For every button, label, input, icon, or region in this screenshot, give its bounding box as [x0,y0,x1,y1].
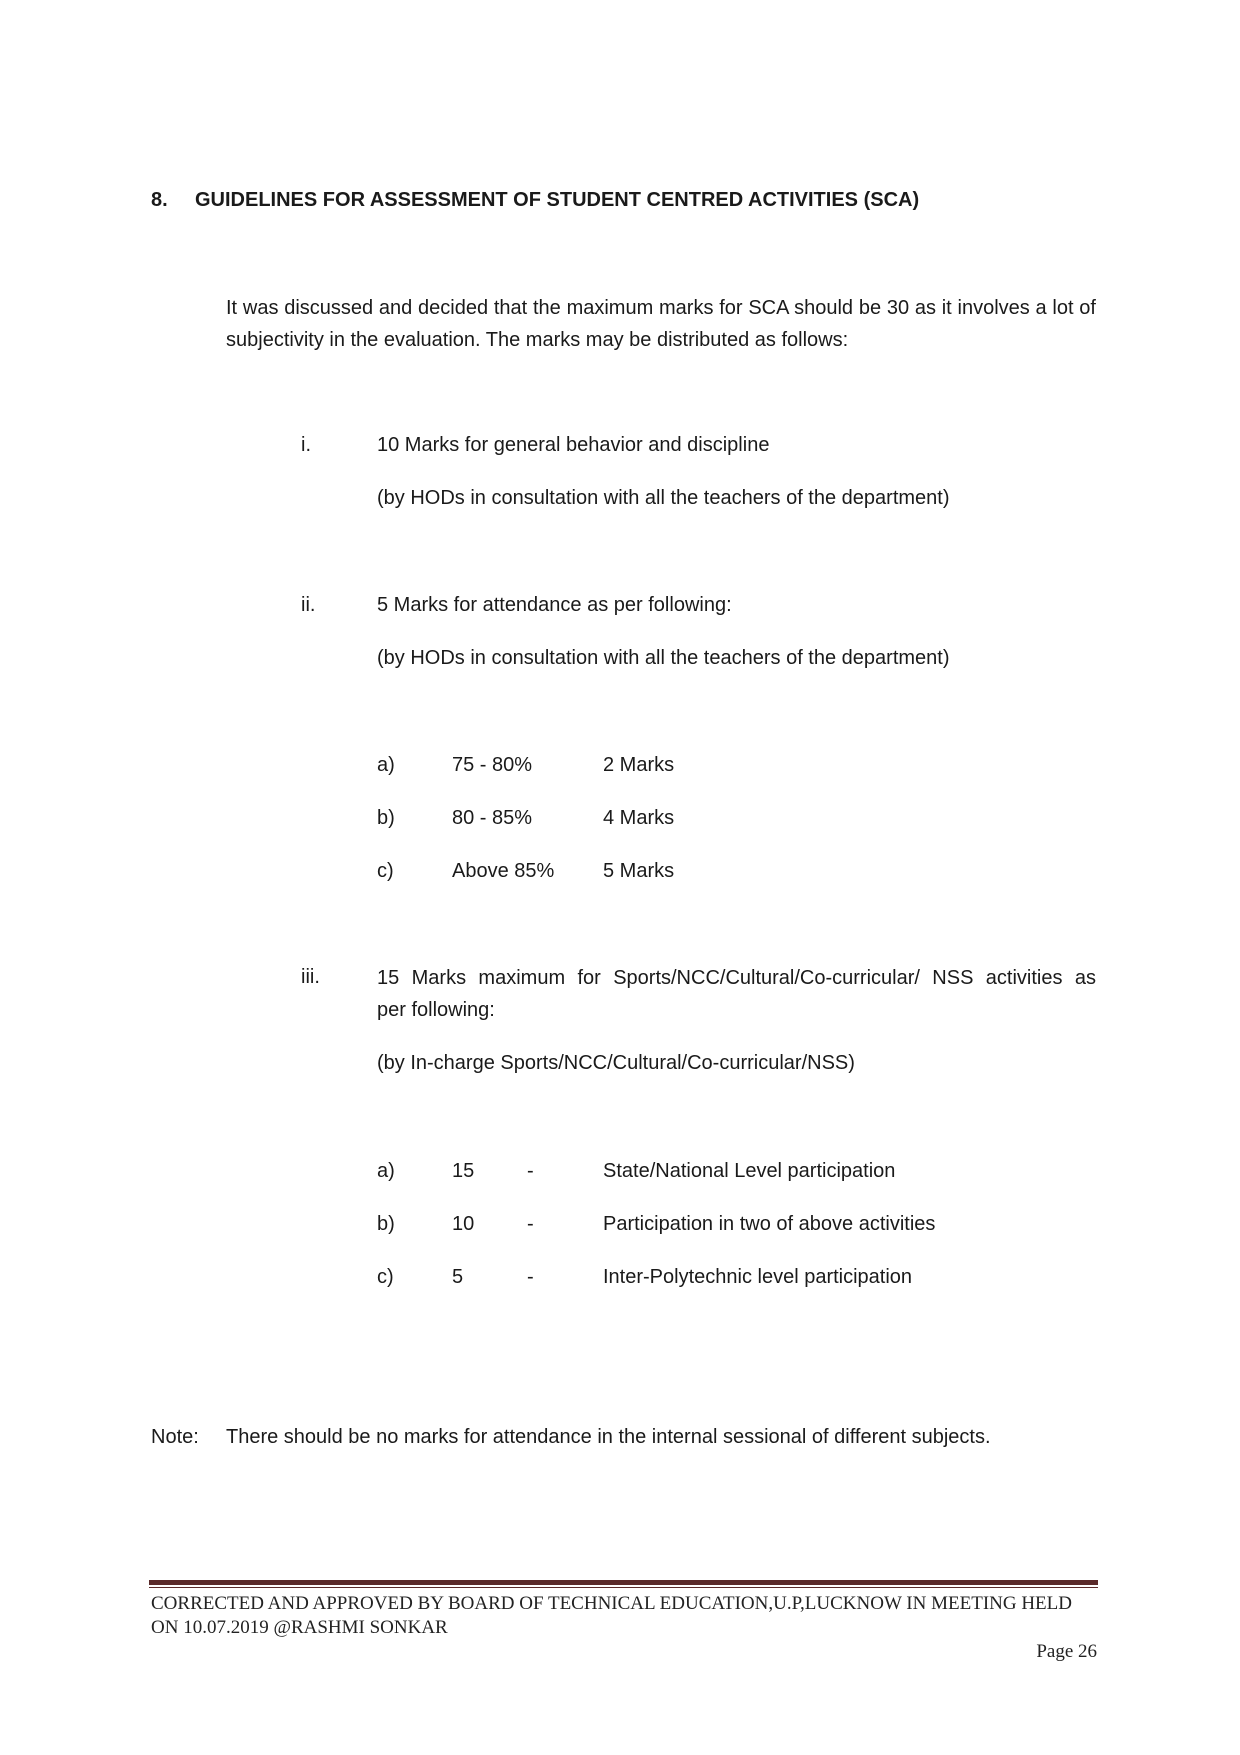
row-letter: b) [377,1213,395,1235]
row-range: 80 - 85% [452,807,533,829]
page-number: Page 26 [1036,1641,1097,1662]
item-2-numeral: ii. [301,594,316,616]
item-1-sub: (by HODs in consultation with all the teachers of the department) [377,487,950,509]
footer-line-1: CORRECTED AND APPROVED BY BOARD OF TECHNICAL EDUCATION,U.P,LUCKNOW IN MEETING HELD [151,1593,1072,1614]
row-desc: Inter-Polytechnic level participation [603,1266,913,1288]
section-heading [151,189,919,212]
footer-rule [149,1580,1098,1585]
row-marks: 5 [452,1266,464,1288]
row-marks: 4 Marks [603,807,675,829]
footer-rule-thin [149,1587,1098,1588]
item-3-sub: (by In-charge Sports/NCC/Cultural/Co-curricular/NSS) [377,1052,855,1074]
row-range: Above 85% [452,860,555,882]
row-marks: 10 [452,1213,475,1235]
row-desc: State/National Level participation [603,1160,896,1182]
footer-line-2: ON 10.07.2019 @RASHMI SONKAR [151,1617,448,1638]
note-text: There should be no marks for attendance in the internal sessional of different subjects. [226,1426,991,1448]
row-marks: 15 [452,1160,475,1182]
item-3-text-line1: 15 Marks maximum for Sports/NCC/Cultural/Co-curricular/ NSS activities as [377,967,1096,989]
row-letter: c) [377,860,394,882]
row-dash: - [527,1160,534,1182]
item-1-text: 10 Marks for general behavior and discipline [377,434,770,456]
row-dash: - [527,1213,534,1235]
row-marks: 5 Marks [603,860,675,882]
item-1-numeral: i. [301,434,311,456]
item-3-text-line2: per following: [377,999,495,1021]
item-3-numeral: iii. [301,966,320,988]
row-letter: a) [377,754,395,776]
note-label: Note: [151,1426,199,1448]
intro-paragraph: It was discussed and decided that the maximum marks for SCA should be 30 as it involves a lot of subjectivity in the evaluation. The marks may be distributed as follows: [226,297,1096,351]
row-marks: 2 Marks [603,754,675,776]
row-dash: - [527,1266,534,1288]
section-number: 8. [151,189,168,211]
row-desc: Participation in two of above activities [603,1213,936,1235]
row-letter: b) [377,807,395,829]
row-letter: c) [377,1266,394,1288]
row-letter: a) [377,1160,395,1182]
section-title: GUIDELINES FOR ASSESSMENT OF STUDENT CENTRED ACTIVITIES (SCA) [195,189,920,211]
row-range: 75 - 80% [452,754,533,776]
footer-approval [151,1592,1101,1640]
item-2-text: 5 Marks for attendance as per following: [377,594,732,616]
item-2-sub: (by HODs in consultation with all the teachers of the department) [377,647,950,669]
